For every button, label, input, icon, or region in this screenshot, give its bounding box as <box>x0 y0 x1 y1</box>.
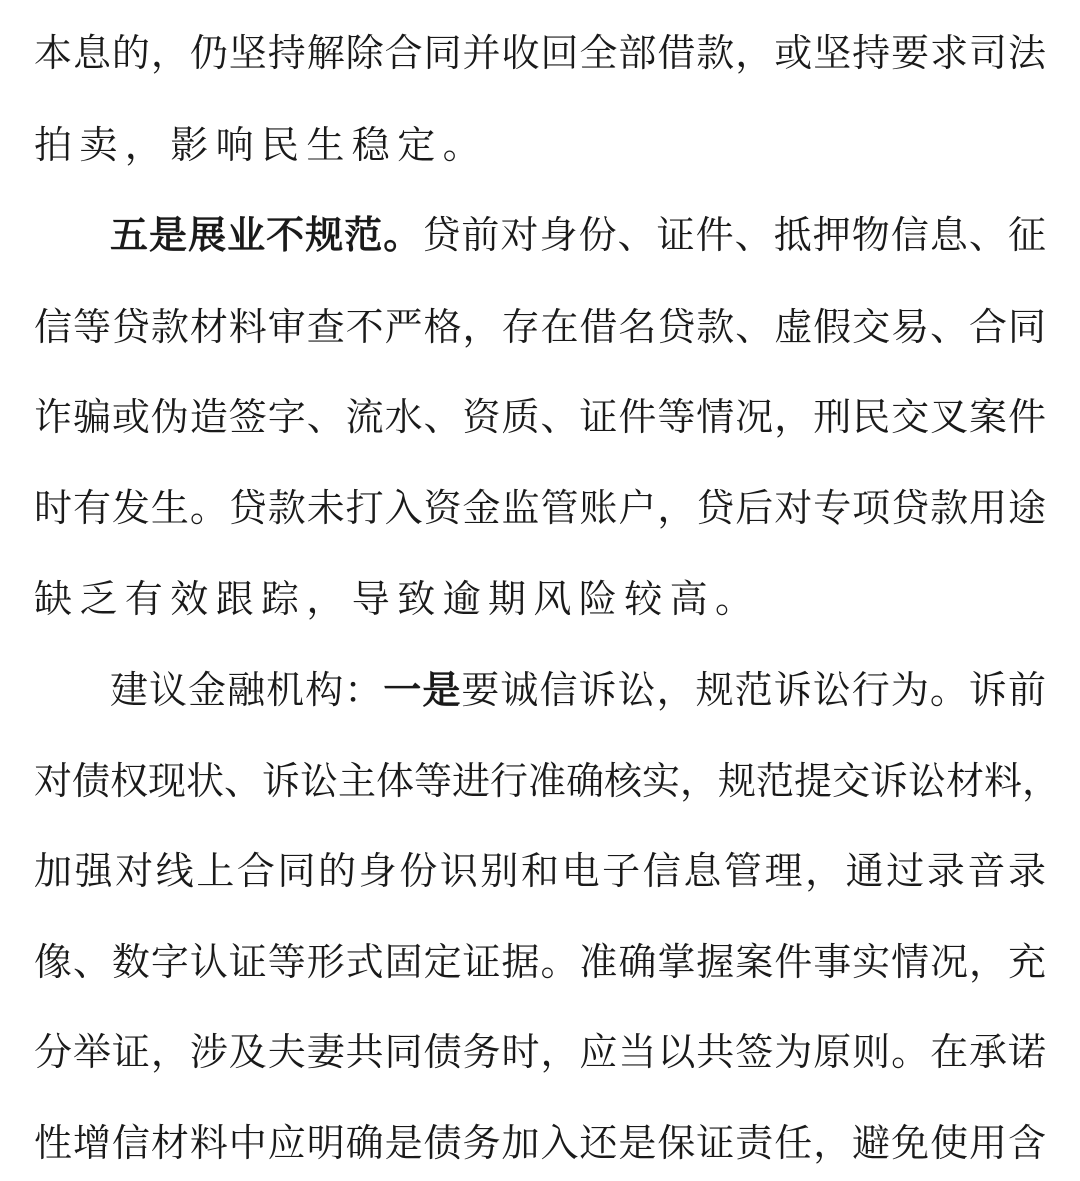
line-text: 对债权现状、诉讼主体等进行准确核实，规范提交诉讼材料， <box>34 759 1061 803</box>
line-text: 信等贷款材料审查不严格，存在借名贷款、虚假交易、合同 <box>34 305 1046 349</box>
line-text: 贷前对身份、证件、抵押物信息、征 <box>422 213 1046 257</box>
paragraph-line <box>34 478 1046 538</box>
line-text: 本息的，仍坚持解除合同并收回全部借款，或坚持要求司法 <box>34 31 1046 75</box>
line-text: 缺乏有效跟踪，导致逾期风险较高。 <box>34 577 761 621</box>
line-text: 时有发生。贷款未打入资金监管账户，贷后对专项贷款用途 <box>34 486 1046 530</box>
line-prefix: 建议金融机构： <box>110 668 384 712</box>
paragraph-line <box>34 1113 1046 1173</box>
paragraph-line <box>34 23 1046 83</box>
line-text: 拍卖，影响民生稳定。 <box>34 123 489 167</box>
line-text: 诈骗或伪造签字、流水、资质、证件等情况，刑民交叉案件 <box>34 395 1046 439</box>
paragraph-line <box>34 841 1046 901</box>
paragraph-line <box>34 751 1061 811</box>
paragraph-line <box>34 1022 1046 1082</box>
bold-heading: 五是展业不规范。 <box>110 212 423 257</box>
paragraph-line <box>110 660 1046 720</box>
line-text: 性增信材料中应明确是债务加入还是保证责任，避免使用含 <box>34 1121 1046 1165</box>
paragraph-line <box>34 115 1046 175</box>
line-text: 要诚信诉讼，规范诉讼行为。诉前 <box>461 668 1046 712</box>
paragraph-line <box>34 297 1046 357</box>
bold-heading: 一是 <box>383 667 462 712</box>
line-text: 加强对线上合同的身份识别和电子信息管理，通过录音录 <box>34 849 1046 893</box>
paragraph-line <box>110 205 1046 265</box>
paragraph-line <box>34 387 1046 447</box>
paragraph-line <box>34 569 1046 629</box>
line-text: 分举证，涉及夫妻共同债务时，应当以共签为原则。在承诺 <box>34 1030 1046 1074</box>
paragraph-line <box>34 932 1046 992</box>
line-text: 像、数字认证等形式固定证据。准确掌握案件事实情况，充 <box>34 940 1046 984</box>
